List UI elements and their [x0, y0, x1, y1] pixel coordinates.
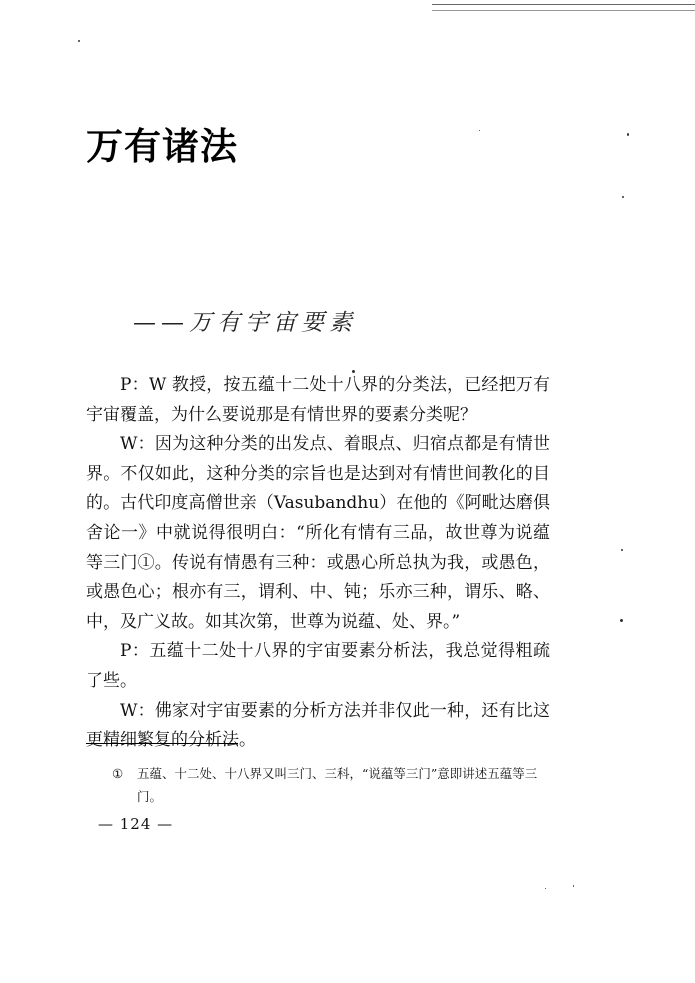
paragraph: P：W 教授，按五蕴十二处十八界的分类法，已经把万有宇宙覆盖，为什么要说那是有情世界的要素分类呢？: [86, 375, 550, 425]
scan-speck: [627, 133, 629, 136]
footnote-rule: [86, 743, 238, 744]
footnote-marker: ①: [112, 766, 124, 781]
scan-speck: [622, 196, 624, 198]
footnote-text: 五蕴、十二处、十八界又叫三门、三科，“说蕴等三门”意即讲述五蕴等三门。: [137, 766, 538, 804]
scan-speck: [479, 130, 480, 131]
chapter-title: 万有诸法: [86, 125, 238, 168]
paragraph: W：因为这种分类的出发点、着眼点、归宿点都是有情世界。不仅如此，这种分类的宗旨也是达到对有情世间教化的目的。古代印度高僧世亲（Vasubandhu）在他的《阿毗达磨俱舍论一》中就说得很明白：“所化有情有三品，故世尊为说蕴等三门①。传说有情愚有三种：或愚心所总执为我，或愚色，或愚色心；根亦有三，谓利、中、钝；乐亦三种，谓乐、略、中，及广义故。如其次第，世尊为说蕴、处、界。”: [86, 434, 550, 632]
scan-speck: [545, 888, 546, 889]
header-rule: [432, 4, 695, 5]
scan-speck: [620, 619, 623, 622]
footnote: [112, 762, 552, 808]
scan-speck: [621, 549, 623, 551]
body-text: [86, 371, 550, 756]
scan-speck: [573, 885, 574, 887]
paragraph: P：五蕴十二处十八界的宇宙要素分析法，我总觉得粗疏了些。: [86, 641, 550, 691]
scan-speck: [78, 40, 80, 42]
chapter-subtitle: ——万有宇宙要素: [133, 310, 357, 336]
header-rule-secondary: [432, 10, 695, 11]
paragraph: W：佛家对宇宙要素的分析方法并非仅此一种，还有比这更精细繁复的分析法。: [86, 700, 550, 751]
page-number: — 124 —: [98, 815, 174, 833]
scan-speck: [352, 370, 355, 373]
